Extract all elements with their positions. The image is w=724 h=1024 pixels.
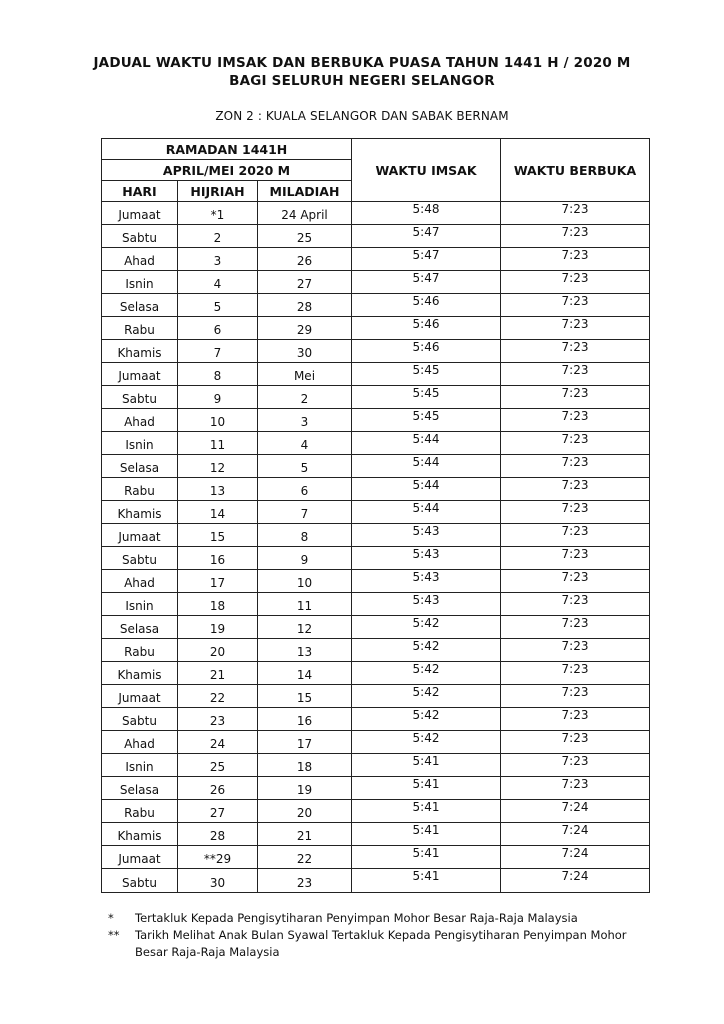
imsak-cell: 5:44	[352, 432, 501, 455]
imsak-cell: 5:42	[352, 685, 501, 708]
hari-cell: Isnin	[102, 271, 178, 294]
berbuka-cell: 7:23	[501, 524, 650, 547]
imsak-cell: 5:42	[352, 639, 501, 662]
imsak-cell: 5:45	[352, 363, 501, 386]
hari-cell: Jumaat	[102, 524, 178, 547]
hari-header: HARI	[102, 181, 178, 202]
berbuka-cell: 7:23	[501, 202, 650, 225]
berbuka-cell: 7:23	[501, 248, 650, 271]
hijriah-cell: 23	[178, 708, 258, 731]
miladiah-cell: 8	[258, 524, 352, 547]
imsak-cell: 5:41	[352, 823, 501, 846]
hijriah-cell: 30	[178, 869, 258, 893]
miladiah-cell: 26	[258, 248, 352, 271]
imsak-cell: 5:41	[352, 754, 501, 777]
table-row	[102, 271, 650, 294]
imsak-cell: 5:46	[352, 294, 501, 317]
miladiah-cell: 4	[258, 432, 352, 455]
hari-cell: Sabtu	[102, 869, 178, 893]
hijriah-cell: 19	[178, 616, 258, 639]
table-row	[102, 570, 650, 593]
imsak-cell: 5:43	[352, 547, 501, 570]
hijriah-cell: 4	[178, 271, 258, 294]
footnote-mark: *	[108, 911, 114, 925]
imsak-cell: 5:44	[352, 501, 501, 524]
miladiah-cell: 29	[258, 317, 352, 340]
imsak-cell: 5:44	[352, 478, 501, 501]
miladiah-cell: 12	[258, 616, 352, 639]
berbuka-cell: 7:23	[501, 616, 650, 639]
miladiah-cell: 7	[258, 501, 352, 524]
hari-cell: Jumaat	[102, 846, 178, 869]
hari-cell: Selasa	[102, 777, 178, 800]
table-row	[102, 248, 650, 271]
berbuka-cell: 7:23	[501, 271, 650, 294]
hari-cell: Rabu	[102, 800, 178, 823]
imsak-cell: 5:42	[352, 731, 501, 754]
footnote-text: Tertakluk Kepada Pengisytiharan Penyimpan Mohor Besar Raja-Raja Malaysia	[135, 911, 578, 925]
berbuka-cell: 7:24	[501, 869, 650, 893]
berbuka-cell: 7:24	[501, 800, 650, 823]
imsak-cell: 5:42	[352, 708, 501, 731]
hari-cell: Selasa	[102, 455, 178, 478]
table-row	[102, 593, 650, 616]
hari-cell: Khamis	[102, 662, 178, 685]
hijriah-cell: 24	[178, 731, 258, 754]
berbuka-cell: 7:23	[501, 294, 650, 317]
table-row	[102, 616, 650, 639]
footnotes	[108, 910, 635, 961]
hijriah-cell: 6	[178, 317, 258, 340]
hijriah-cell: 13	[178, 478, 258, 501]
table-row	[102, 386, 650, 409]
table-row	[102, 202, 650, 225]
hari-cell: Ahad	[102, 409, 178, 432]
berbuka-cell: 7:24	[501, 823, 650, 846]
table-row	[102, 455, 650, 478]
miladiah-cell: Mei	[258, 363, 352, 386]
table-row	[102, 800, 650, 823]
imsak-cell: 5:42	[352, 662, 501, 685]
hari-cell: Jumaat	[102, 685, 178, 708]
berbuka-cell: 7:23	[501, 662, 650, 685]
footnote-2	[108, 927, 635, 961]
table-row	[102, 662, 650, 685]
hari-cell: Sabtu	[102, 547, 178, 570]
berbuka-cell: 7:23	[501, 639, 650, 662]
table-row	[102, 754, 650, 777]
hari-cell: Rabu	[102, 317, 178, 340]
imsak-cell: 5:41	[352, 800, 501, 823]
berbuka-cell: 7:23	[501, 754, 650, 777]
imsak-cell: 5:45	[352, 409, 501, 432]
hijriah-cell: *1	[178, 202, 258, 225]
hijriah-cell: 14	[178, 501, 258, 524]
imsak-cell: 5:46	[352, 340, 501, 363]
miladiah-cell: 25	[258, 225, 352, 248]
table-row	[102, 846, 650, 869]
hari-cell: Jumaat	[102, 363, 178, 386]
table-row	[102, 869, 650, 893]
hijriah-cell: **29	[178, 846, 258, 869]
berbuka-cell: 7:23	[501, 731, 650, 754]
hijriah-cell: 8	[178, 363, 258, 386]
hijriah-cell: 3	[178, 248, 258, 271]
table-row	[102, 363, 650, 386]
schedule-body	[102, 202, 650, 893]
hijriah-cell: 10	[178, 409, 258, 432]
miladiah-cell: 22	[258, 846, 352, 869]
imsak-cell: 5:46	[352, 317, 501, 340]
table-row	[102, 294, 650, 317]
hijriah-cell: 15	[178, 524, 258, 547]
hijriah-cell: 18	[178, 593, 258, 616]
table-row	[102, 501, 650, 524]
berbuka-cell: 7:23	[501, 340, 650, 363]
berbuka-cell: 7:23	[501, 432, 650, 455]
hari-cell: Jumaat	[102, 202, 178, 225]
hari-cell: Isnin	[102, 754, 178, 777]
berbuka-cell: 7:23	[501, 317, 650, 340]
miladiah-cell: 9	[258, 547, 352, 570]
hijriah-cell: 2	[178, 225, 258, 248]
document-subtitle: BAGI SELURUH NEGERI SELANGOR	[229, 73, 495, 89]
imsak-cell: 5:47	[352, 248, 501, 271]
miladiah-cell: 16	[258, 708, 352, 731]
hijriah-cell: 27	[178, 800, 258, 823]
miladiah-cell: 6	[258, 478, 352, 501]
hari-cell: Khamis	[102, 340, 178, 363]
hari-cell: Sabtu	[102, 225, 178, 248]
month-header: APRIL/MEI 2020 M	[102, 160, 352, 181]
miladiah-cell: 28	[258, 294, 352, 317]
hari-cell: Ahad	[102, 731, 178, 754]
miladiah-cell: 14	[258, 662, 352, 685]
miladiah-cell: 30	[258, 340, 352, 363]
table-row	[102, 731, 650, 754]
hari-cell: Sabtu	[102, 708, 178, 731]
hijriah-cell: 5	[178, 294, 258, 317]
hijriah-cell: 7	[178, 340, 258, 363]
hijriah-cell: 21	[178, 662, 258, 685]
table-row	[102, 340, 650, 363]
miladiah-cell: 5	[258, 455, 352, 478]
imsak-cell: 5:48	[352, 202, 501, 225]
berbuka-cell: 7:23	[501, 547, 650, 570]
imsak-cell: 5:47	[352, 225, 501, 248]
miladiah-cell: 17	[258, 731, 352, 754]
table-row	[102, 478, 650, 501]
berbuka-cell: 7:23	[501, 777, 650, 800]
berbuka-cell: 7:23	[501, 501, 650, 524]
table-row	[102, 685, 650, 708]
hari-cell: Rabu	[102, 639, 178, 662]
berbuka-cell: 7:23	[501, 363, 650, 386]
berbuka-cell: 7:23	[501, 708, 650, 731]
berbuka-cell: 7:23	[501, 685, 650, 708]
berbuka-cell: 7:23	[501, 570, 650, 593]
hijriah-cell: 25	[178, 754, 258, 777]
zone-label: ZON 2 : KUALA SELANGOR DAN SABAK BERNAM	[215, 109, 509, 123]
table-row	[102, 708, 650, 731]
berbuka-header: WAKTU BERBUKA	[501, 139, 650, 202]
hijriah-header: HIJRIAH	[178, 181, 258, 202]
table-row	[102, 547, 650, 570]
hari-cell: Isnin	[102, 593, 178, 616]
berbuka-cell: 7:23	[501, 409, 650, 432]
imsak-cell: 5:47	[352, 271, 501, 294]
imsak-cell: 5:41	[352, 777, 501, 800]
table-row	[102, 639, 650, 662]
imsak-cell: 5:45	[352, 386, 501, 409]
table-row	[102, 777, 650, 800]
footnote-text: Tarikh Melihat Anak Bulan Syawal Tertakluk Kepada Pengisytiharan Penyimpan Mohor Besar Raja-Raja Malaysia	[135, 928, 627, 959]
hari-cell: Ahad	[102, 570, 178, 593]
ramadan-header: RAMADAN 1441H	[102, 139, 352, 160]
hijriah-cell: 26	[178, 777, 258, 800]
miladiah-cell: 21	[258, 823, 352, 846]
hari-cell: Isnin	[102, 432, 178, 455]
hari-cell: Selasa	[102, 294, 178, 317]
miladiah-cell: 10	[258, 570, 352, 593]
document-title: JADUAL WAKTU IMSAK DAN BERBUKA PUASA TAHUN 1441 H / 2020 M	[93, 55, 631, 71]
hari-cell: Rabu	[102, 478, 178, 501]
table-row	[102, 823, 650, 846]
imsak-cell: 5:41	[352, 869, 501, 893]
imsak-cell: 5:44	[352, 455, 501, 478]
table-row	[102, 225, 650, 248]
table-row	[102, 524, 650, 547]
berbuka-cell: 7:23	[501, 225, 650, 248]
imsak-cell: 5:43	[352, 570, 501, 593]
miladiah-cell: 11	[258, 593, 352, 616]
miladiah-cell: 2	[258, 386, 352, 409]
miladiah-cell: 27	[258, 271, 352, 294]
footnote-mark: **	[108, 928, 120, 942]
hari-cell: Khamis	[102, 823, 178, 846]
hijriah-cell: 20	[178, 639, 258, 662]
berbuka-cell: 7:23	[501, 455, 650, 478]
berbuka-cell: 7:24	[501, 846, 650, 869]
imsak-cell: 5:43	[352, 593, 501, 616]
hari-cell: Khamis	[102, 501, 178, 524]
hijriah-cell: 22	[178, 685, 258, 708]
hari-cell: Ahad	[102, 248, 178, 271]
footnote-1	[108, 910, 635, 927]
berbuka-cell: 7:23	[501, 478, 650, 501]
miladiah-cell: 20	[258, 800, 352, 823]
imsak-header: WAKTU IMSAK	[352, 139, 501, 202]
miladiah-cell: 15	[258, 685, 352, 708]
hijriah-cell: 17	[178, 570, 258, 593]
schedule-table	[101, 138, 650, 893]
imsak-cell: 5:42	[352, 616, 501, 639]
imsak-cell: 5:41	[352, 846, 501, 869]
hari-cell: Selasa	[102, 616, 178, 639]
hijriah-cell: 28	[178, 823, 258, 846]
table-row	[102, 432, 650, 455]
miladiah-cell: 3	[258, 409, 352, 432]
miladiah-header: MILADIAH	[258, 181, 352, 202]
miladiah-cell: 19	[258, 777, 352, 800]
hijriah-cell: 11	[178, 432, 258, 455]
miladiah-cell: 23	[258, 869, 352, 893]
imsak-cell: 5:43	[352, 524, 501, 547]
table-row	[102, 409, 650, 432]
miladiah-cell: 13	[258, 639, 352, 662]
berbuka-cell: 7:23	[501, 386, 650, 409]
hijriah-cell: 9	[178, 386, 258, 409]
berbuka-cell: 7:23	[501, 593, 650, 616]
miladiah-cell: 24 April	[258, 202, 352, 225]
hijriah-cell: 16	[178, 547, 258, 570]
table-row	[102, 317, 650, 340]
miladiah-cell: 18	[258, 754, 352, 777]
hijriah-cell: 12	[178, 455, 258, 478]
hari-cell: Sabtu	[102, 386, 178, 409]
